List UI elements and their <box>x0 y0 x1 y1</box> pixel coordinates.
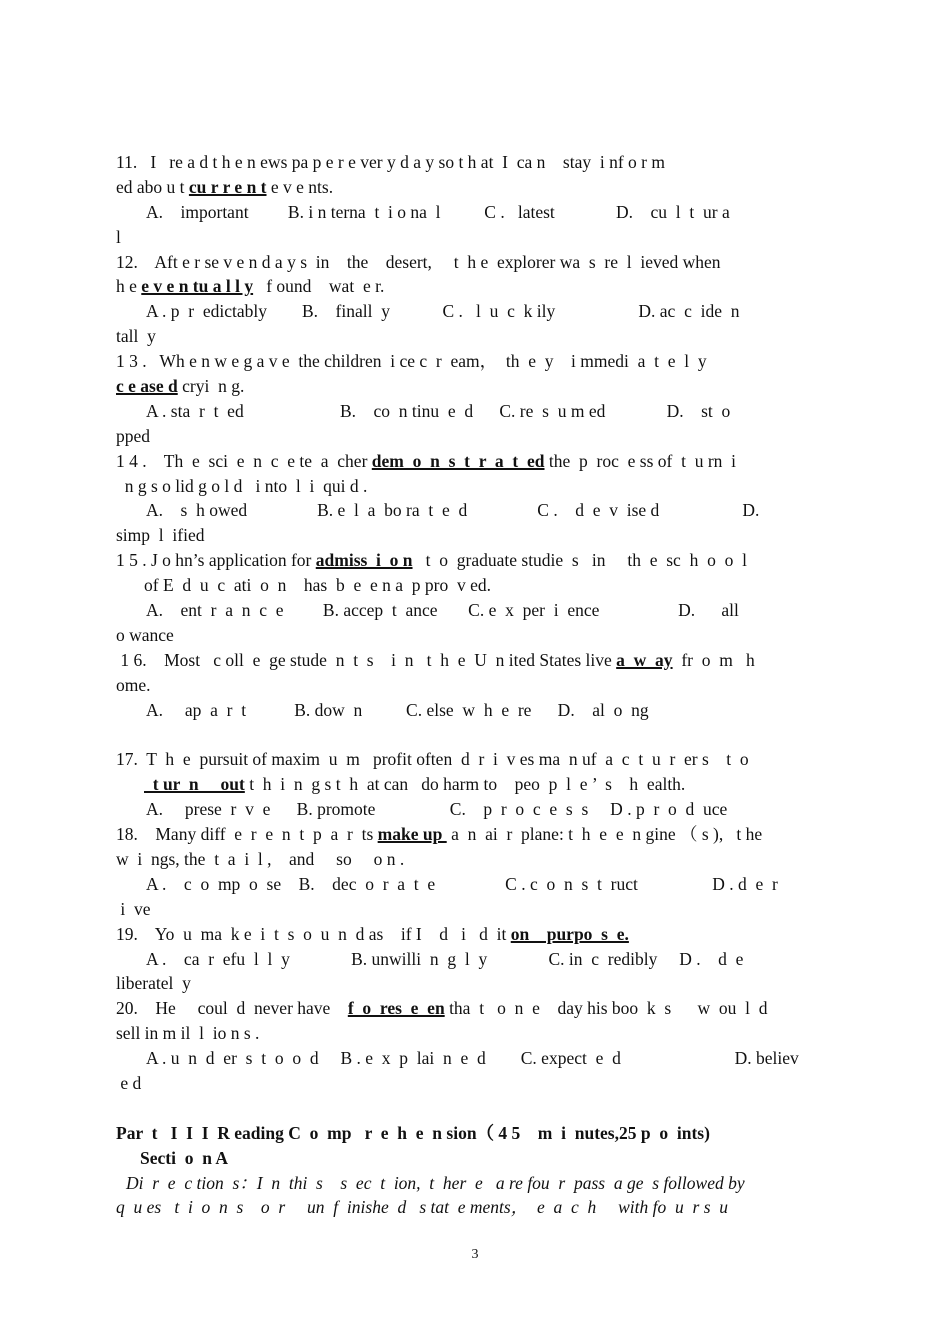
question-20-options: A . u n d er s t o o d B . e x p lai n e d C. expect e d D. believ <box>146 1048 799 1069</box>
text: ed abo u t <box>116 176 189 197</box>
question-16-line-2: ome. <box>116 674 151 695</box>
question-16-options: A. ap a r t B. dow n C. else w h e re D. al o ng <box>146 699 649 720</box>
text: 18. Many diff e r e n t p a r ts <box>116 824 378 845</box>
question-19-line-1 <box>116 922 836 947</box>
underlined-term: c e ase d <box>116 376 178 397</box>
question-11-line-2 <box>116 175 836 200</box>
question-13-line-2 <box>116 374 836 399</box>
question-20-line-1 <box>116 996 836 1021</box>
text: cryi n g. <box>177 376 245 397</box>
question-16-line-1 <box>116 648 836 673</box>
question-15-line-2: of E d u c ati o n has b e e n a p pro v ed. <box>144 575 492 596</box>
question-13-options-wrap: pped <box>116 425 151 446</box>
text: the p roc e ss of t u rn i <box>544 450 737 471</box>
question-17-line-1: 17. T h e pursuit of maxim u m profit often d r i v es ma n uf a c t u r er s t o <box>116 749 749 770</box>
underlined-term: f o res e en <box>347 998 445 1019</box>
question-14-line-2: n g s o lid g o l d i nto l i qui d . <box>116 475 368 496</box>
question-12-line-1: 12. Aft e r se v e n d a y s in the desert, t h e explorer wa s re l ieved when <box>116 251 721 272</box>
underlined-term: e v e n tu a l l y <box>141 276 254 297</box>
question-20-line-2: sell in m il l io n s . <box>116 1023 260 1044</box>
question-13-options: A . sta r t ed B. co n tinu e d C. re s u m ed D. st o <box>146 400 731 421</box>
question-18-line-1 <box>116 822 836 847</box>
text: 19. Yo u ma k e i t s o u n d as if I d i d it <box>116 923 511 944</box>
underlined-term: make up <box>377 824 447 845</box>
text: t o graduate studie s in th e sc h o o l <box>412 550 747 571</box>
question-11-options: A. important B. i n terna t i o na l C . latest D. cu l t ur a <box>146 201 730 222</box>
question-14-options-wrap: simp l ified <box>116 525 205 546</box>
question-20-options-wrap: e d <box>116 1072 142 1093</box>
text: e v e nts. <box>266 176 334 197</box>
question-14-options: A. s h owed B. e l a bo ra t e d C . d e v ise d D. <box>146 500 760 521</box>
text: 20. He coul d never have <box>116 998 348 1019</box>
text: 1 5 . J o hn’s application for <box>116 550 316 571</box>
spacer <box>116 1096 836 1121</box>
text: a n ai r plane: t h e e n gine （ s ), t he <box>446 824 763 845</box>
underlined-term: admiss i o n <box>315 550 413 571</box>
text: tha t o n e day his boo k s w ou l d <box>444 998 768 1019</box>
question-12-options: A . p r edictably B. finall y C . l u c k ily D. ac c ide n <box>146 301 740 322</box>
section-a-heading: Secti o n A <box>140 1147 228 1168</box>
directions-line-1: Di r e c tion s：I n thi s s ec t ion, t her e a re fou r pass a ge s followed by <box>126 1172 745 1193</box>
question-18-options-wrap: i ve <box>116 898 151 919</box>
underlined-term: cu r r e n t <box>188 176 267 197</box>
underlined-term: t ur n out <box>144 774 245 795</box>
underlined-term: a w ay <box>616 649 673 670</box>
text: 1 6. Most c oll e ge stude n t s i n t h e U n ited States live <box>116 649 617 670</box>
text: t h i n g s t h at can do harm to peo p l e ’ s h ealth. <box>244 774 686 795</box>
text: f ound wat e r. <box>253 276 385 297</box>
page-number: 3 <box>471 1247 479 1262</box>
spacer <box>116 722 836 747</box>
question-15-line-1 <box>116 548 836 573</box>
directions-line-2: q u es t i o n s o r un f inishe d s tat e ments， e a c h with fo u r s u <box>116 1197 729 1218</box>
question-11-line-1: 11. I re a d t h e n ews pa p e r e ver y d a y so t h at I ca n stay i nf o r m <box>116 152 665 172</box>
question-19-options-wrap: liberatel y <box>116 973 191 994</box>
question-12-options-wrap: tall y <box>116 326 156 347</box>
question-17-options: A. prese r v e B. promote C. p r o c e s s D . p r o d uce <box>146 799 728 820</box>
underlined-term: on purpo s e. <box>510 923 629 944</box>
question-11-options-wrap: l <box>116 226 121 247</box>
text: 1 4 . Th e sci e n c e te a cher <box>116 450 372 471</box>
question-12-line-2 <box>116 274 836 299</box>
question-19-options: A . ca r efu l l y B. unwilli n g l y C. in c redibly D . d e <box>146 948 744 969</box>
question-13-line-1: 1 3 . Wh e n w e g a v e the children i ce c r eam， th e y i mmedi a t e l y <box>116 351 707 372</box>
underlined-term: dem o n s t r a t ed <box>371 450 545 471</box>
part-3-heading: Par t I I I R eading C o mp r e h e n sion（ 4 5 m i nutes,25 p o ints) <box>116 1122 710 1143</box>
question-18-line-2: w i ngs, the t a i l , and so o n . <box>116 848 405 869</box>
question-15-options: A. ent r a n c e B. accep t ance C. e x per i ence D. all <box>146 600 739 621</box>
question-17-line-2 <box>116 772 836 797</box>
text: fr o m h <box>672 649 755 670</box>
text: h e <box>116 276 142 297</box>
question-18-options: A . c o mp o se B. dec o r a t e C . c o n s t ruct D . d e r <box>146 873 778 894</box>
exam-page <box>116 150 836 1220</box>
question-15-options-wrap: o wance <box>116 624 174 645</box>
question-14-line-1 <box>116 449 836 474</box>
